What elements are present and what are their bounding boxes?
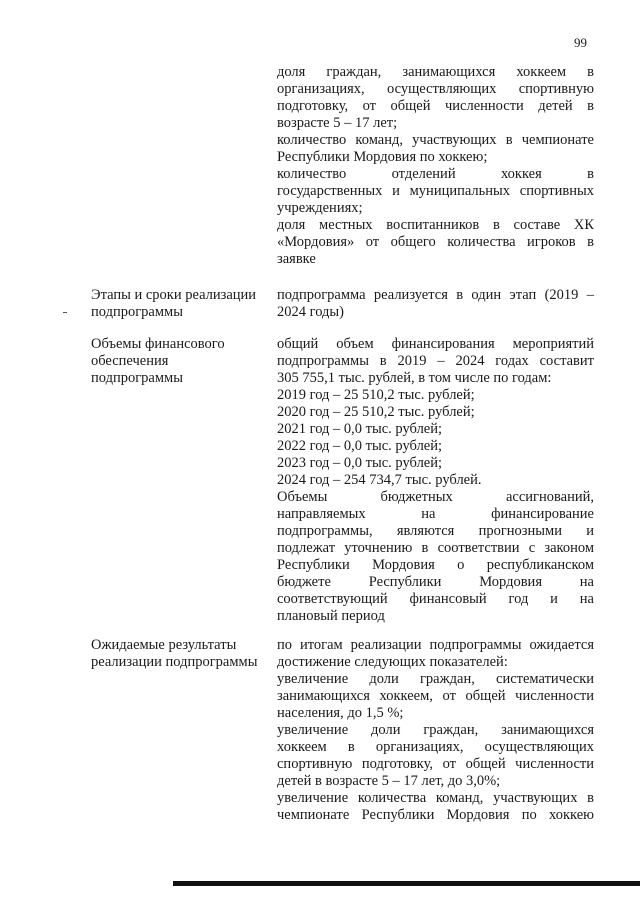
margin-mark [63,312,67,313]
text-line: подлежат уточнению в соответствии с законом [277,540,594,556]
text-line: 2022 год – 0,0 тыс. рублей; [277,438,443,454]
text-line: 2023 год – 0,0 тыс. рублей; [277,455,443,471]
label-line: подпрограммы [91,370,183,386]
text-line: спортивную подготовку, от общей численности [277,756,594,772]
text-line: Объемы бюджетных ассигнований, [277,489,594,505]
text-line: учреждениях; [277,200,363,216]
text-line: доля граждан, занимающихся хоккеем в [277,64,594,80]
text-line: увеличение доли граждан, занимающихся [277,722,594,738]
results-label [91,637,271,671]
stages-value [277,287,594,321]
text-line: подготовку, от общей численности детей в [277,98,594,114]
text-line: 2020 год – 25 510,2 тыс. рублей; [277,404,475,420]
text-line: по итогам реализации подпрограммы ожидается [277,637,594,653]
text-line: бюджете Республики Мордовия на [277,574,594,590]
text-line: Республики Мордовия по хоккею; [277,149,488,165]
text-line: государственных и муниципальных спортивных [277,183,594,199]
results-value [277,637,594,824]
text-line: 2024 год – 254 734,7 тыс. рублей. [277,472,482,488]
text-line: заявке [277,251,316,267]
label-line: Этапы и сроки реализации [91,287,257,303]
text-line: «Мордовия» от общего количества игроков в [277,234,594,250]
stages-label [91,287,271,321]
text-line: увеличение доли граждан, систематически [277,671,594,687]
text-line: чемпионате Республики Мордовия по хоккею [277,807,594,823]
label-line: обеспечения [91,353,169,369]
text-line: общий объем финансирования мероприятий [277,336,594,352]
top-block-text [277,64,594,268]
text-line: плановый период [277,608,385,624]
text-line: количество команд, участвующих в чемпионате [277,132,594,148]
bottom-rule [173,881,640,886]
text-line: достижение следующих показателей: [277,654,508,670]
text-line: 2021 год – 0,0 тыс. рублей; [277,421,443,437]
text-line: 2019 год – 25 510,2 тыс. рублей; [277,387,475,403]
text-line: организациях, осуществляющих спортивную [277,81,594,97]
label-line: подпрограммы [91,304,183,320]
text-line: подпрограммы в 2019 – 2024 годах составит [277,353,594,369]
text-line: занимающихся хоккеем, от общей численности [277,688,594,704]
funding-label [91,336,271,387]
text-line: подпрограммы, являются прогнозными и [277,523,594,539]
text-line: возрасте 5 – 17 лет; [277,115,398,131]
label-line: Объемы финансового [91,336,225,352]
text-line: доля местных воспитанников в составе ХК [277,217,594,233]
text-line: хоккеем в организациях, осуществляющих [277,739,594,755]
text-line: соответствующий финансовый год и на [277,591,594,607]
text-line: направляемых на финансирование [277,506,594,522]
text-line: 2024 годы) [277,304,344,320]
text-line: детей в возрасте 5 – 17 лет, до 3,0%; [277,773,501,789]
text-line: подпрограмма реализуется в один этап (2019 – [277,287,594,303]
text-line: увеличение количества команд, участвующих в [277,790,594,806]
text-line: населения, до 1,5 %; [277,705,404,721]
text-line: 305 755,1 тыс. рублей, в том числе по годам: [277,370,552,386]
text-line: Республики Мордовия о республиканском [277,557,594,573]
funding-value [277,336,594,625]
label-line: реализации подпрограммы [91,654,258,670]
label-line: Ожидаемые результаты [91,637,237,653]
page-number: 99 [574,35,587,50]
text-line: количество отделений хоккея в [277,166,594,182]
